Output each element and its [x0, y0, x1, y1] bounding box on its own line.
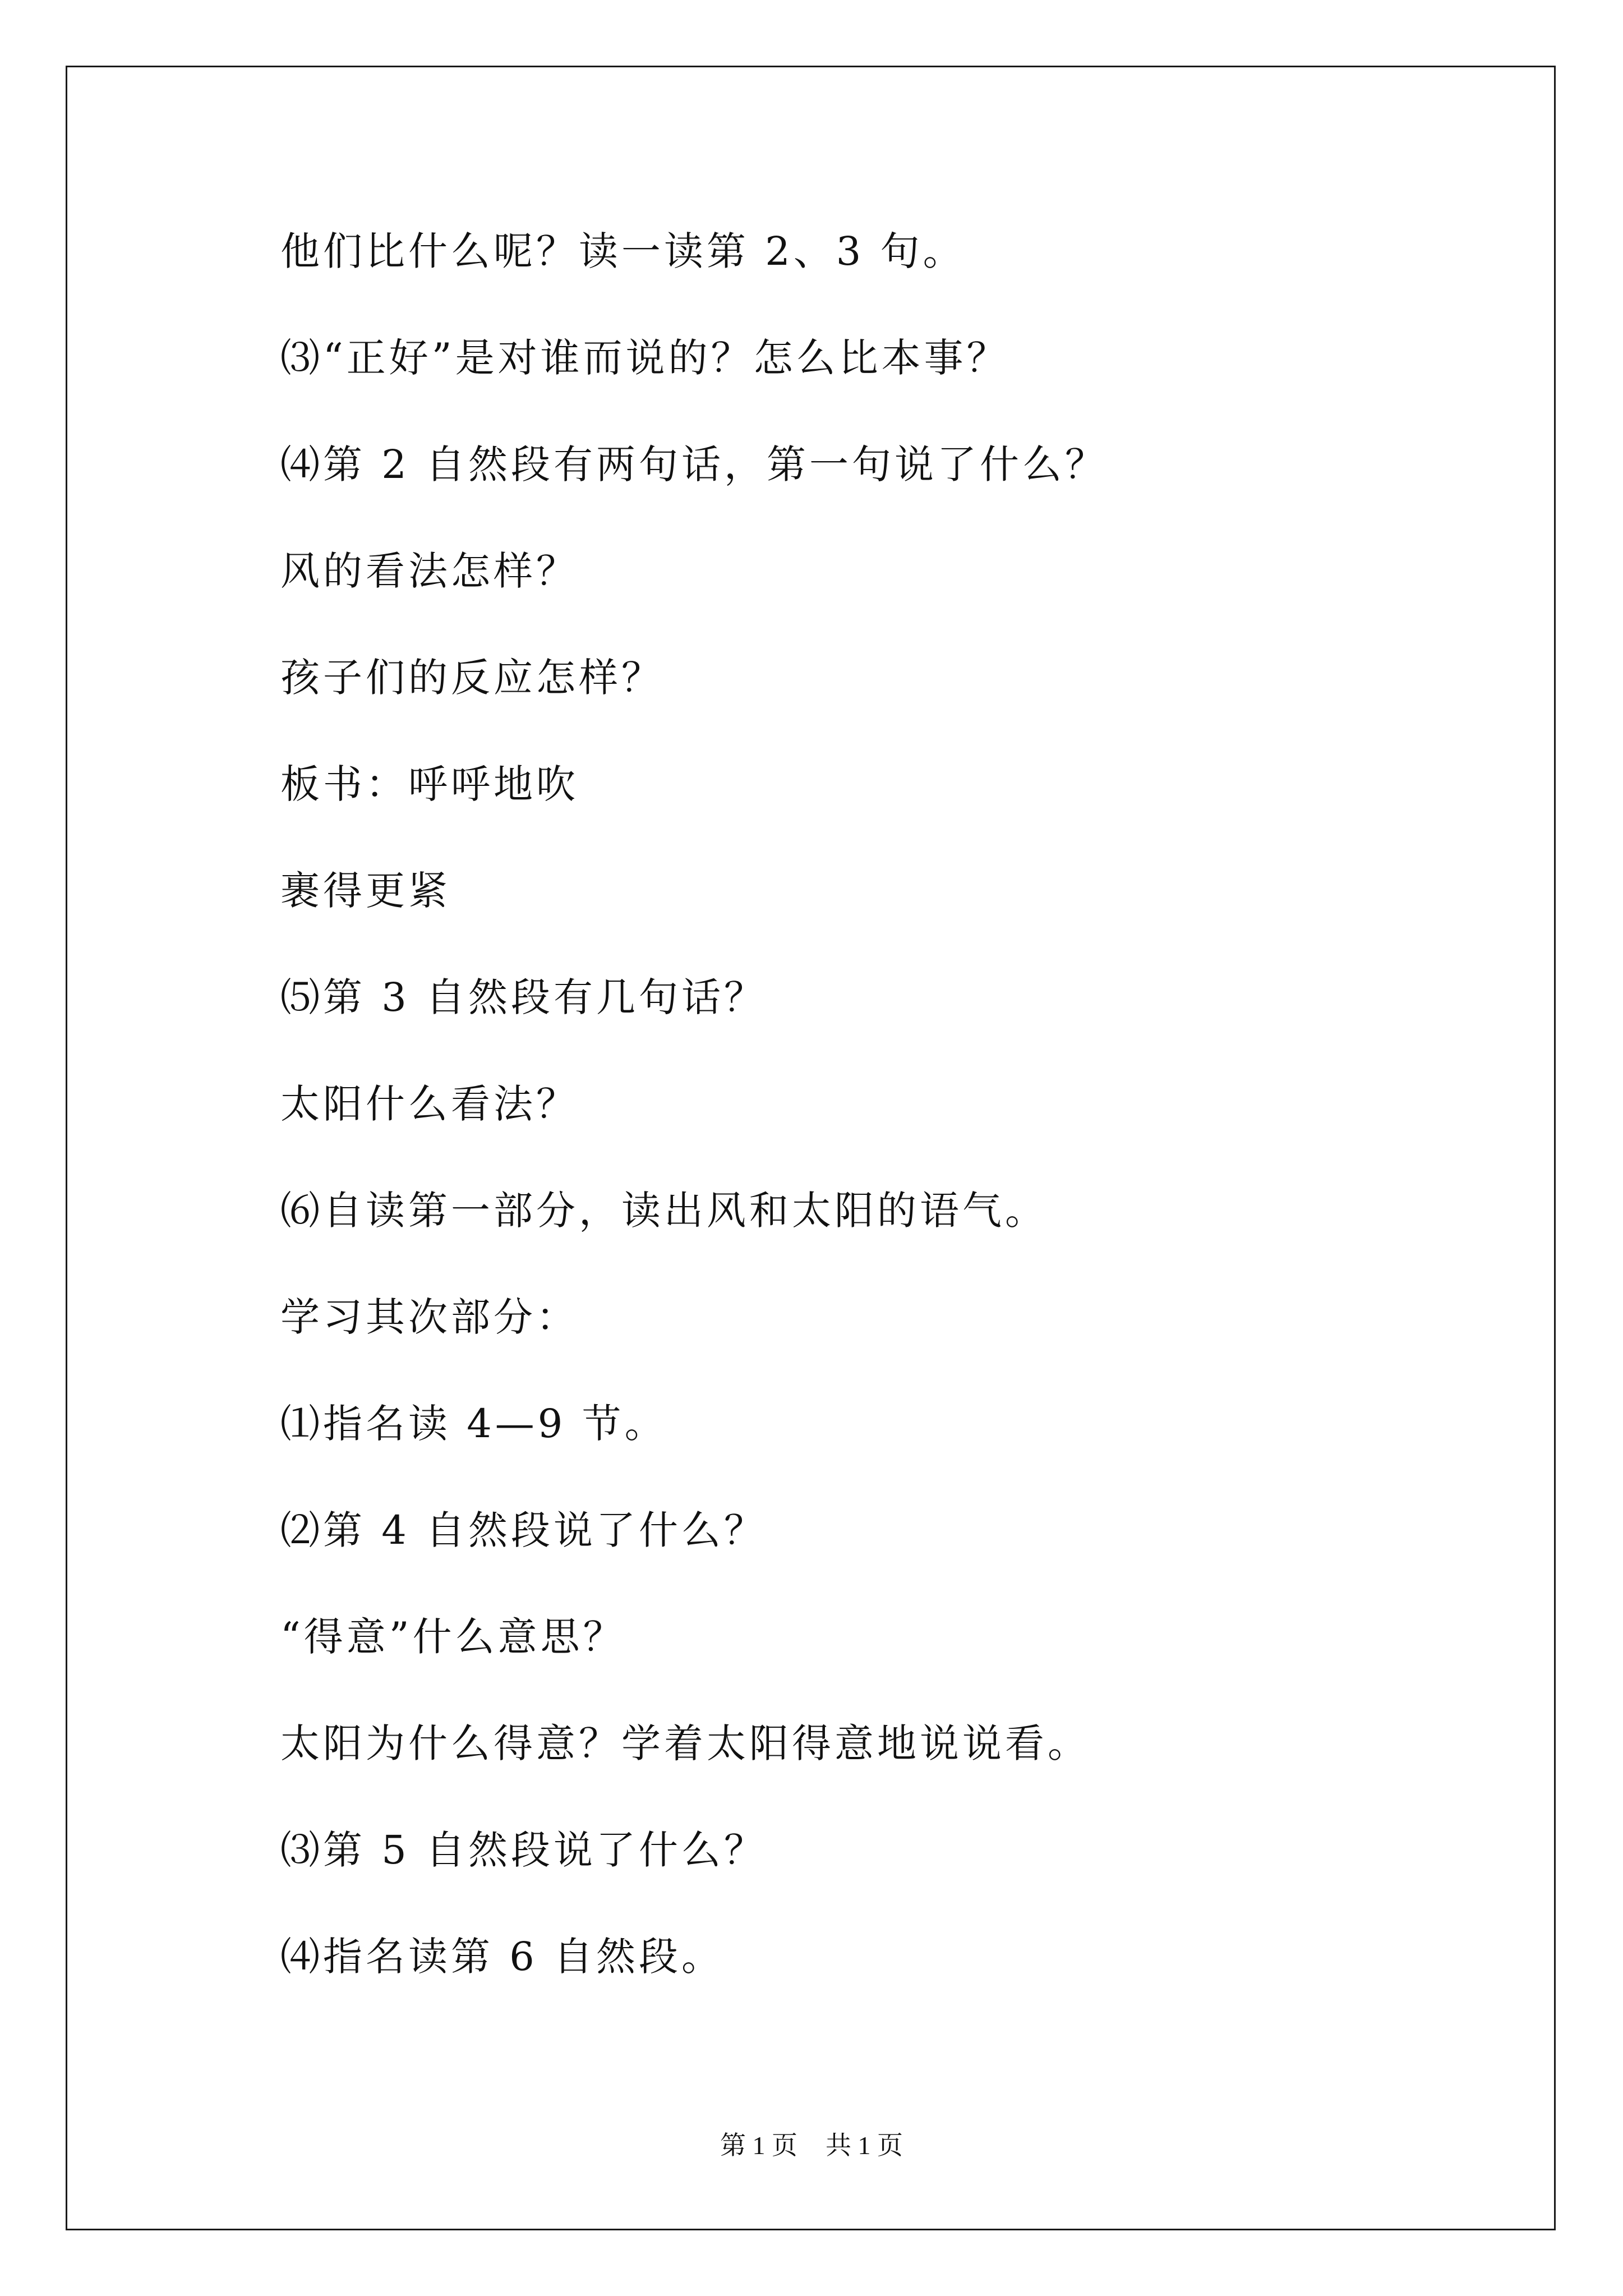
text-line: 太阳什么看法？ — [280, 1081, 579, 1127]
text-line: 他们比什么呢？读一读第 2、3 句。 — [280, 228, 966, 274]
text-line: ⑵第 4 自然段说了什么？ — [280, 1507, 767, 1553]
text-line: 太阳为什么得意？学着太阳得意地说说看。 — [280, 1720, 1090, 1766]
text-line: ⑷第 2 自然段有两句话，第一句说了什么？ — [280, 441, 1108, 487]
page-number: 第 1 页 — [720, 2131, 797, 2160]
text-line: ⑷指名读第 6 自然段。 — [280, 1934, 725, 1980]
text-line: 风的看法怎样？ — [280, 548, 579, 594]
page-total: 共 1 页 — [826, 2131, 903, 2160]
text-line: ⑹自读第一部分，读出风和太阳的语气。 — [280, 1188, 1048, 1234]
text-line: ⑸第 3 自然段有几句话？ — [280, 974, 767, 1020]
text-line: “得意”什么意思？ — [280, 1614, 626, 1660]
text-line: ⑶“正好”是对谁而说的？怎么比本事？ — [280, 335, 1009, 381]
text-line: 孩子们的反应怎样？ — [280, 655, 664, 701]
text-line: 板书：呼呼地吹 — [280, 761, 579, 807]
page-footer — [0, 2129, 1623, 2162]
text-line: 学习其次部分： — [280, 1294, 579, 1340]
text-line: ⑶第 5 自然段说了什么？ — [280, 1827, 767, 1873]
document-body — [280, 223, 1486, 2035]
text-line: 裹得更紧 — [280, 868, 451, 914]
text-line: ⑴指名读 4—9 节。 — [280, 1401, 667, 1447]
